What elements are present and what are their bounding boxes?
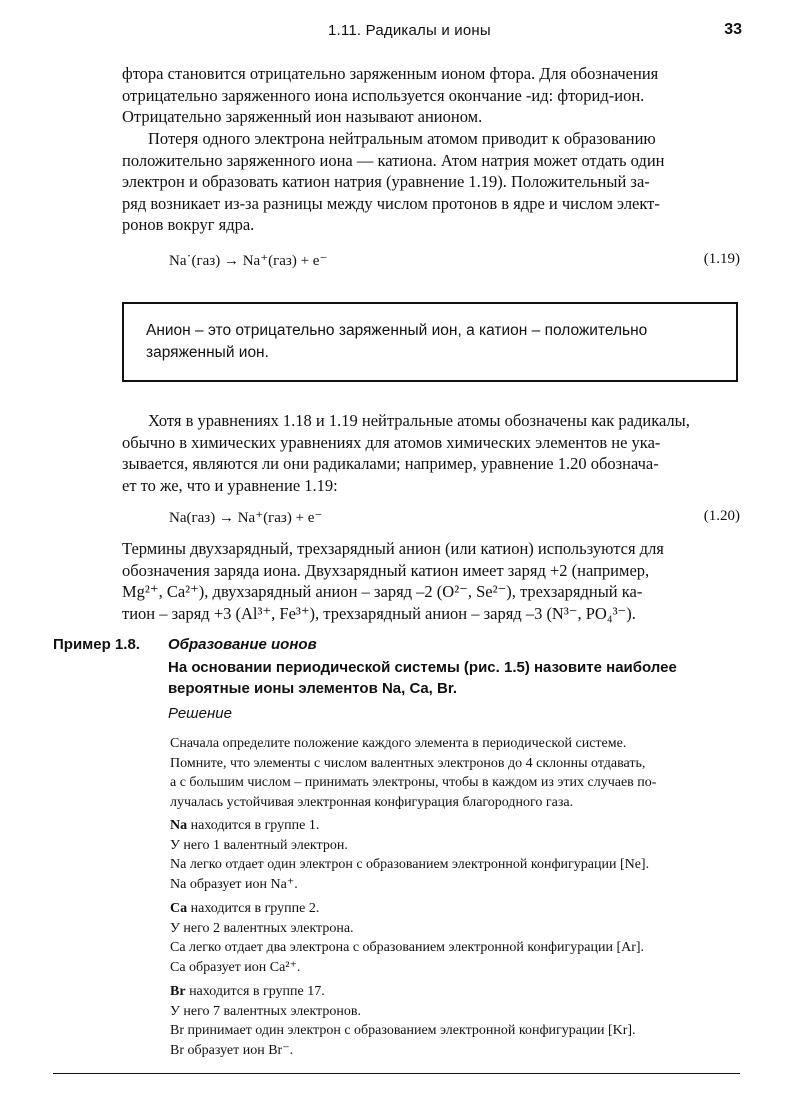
definition-line: Анион – это отрицательно заряженный ион, а катион – положительно (146, 322, 648, 339)
text-line: ет то же, что и уравнение 1.19: (122, 475, 338, 495)
text-line: Сначала определите положение каждого элемента в периодической системе. (170, 736, 627, 751)
element-group: находится в группе 17. (185, 984, 325, 999)
element-line: Br принимает один электрон с образованием электронной конфигурации [Kr]. (170, 1023, 636, 1038)
text-line: положительно заряженного иона — катиона. Атом натрия может отдать один (122, 150, 665, 170)
paragraph-radicals (122, 410, 740, 496)
example-label: Пример 1.8. (53, 636, 140, 653)
text-line: Помните, что элементы с числом валентных электронов до 4 склонны отдавать, (170, 755, 646, 771)
element-line: Na образует ион Na⁺. (170, 876, 298, 892)
text-line: лучалась устойчивая электронная конфигурация благородного газа. (170, 794, 574, 810)
solution-label: Решение (168, 705, 232, 722)
text-line: электрон и образовать катион натрия (уравнение 1.19). Положительный за- (122, 172, 650, 191)
element-line: У него 2 валентных электрона. (170, 920, 354, 936)
text-line: обозначения заряда иона. Двухзарядный катион имеет заряд +2 (например, (122, 560, 650, 580)
text-line: отрицательно заряженного иона используется окончание -ид: фторид-ион. (122, 85, 645, 105)
element-line (170, 982, 740, 1002)
text-line: а с большим числом – принимать электроны, чтобы в каждом из этих случаев по- (170, 775, 657, 790)
text-line: ронов вокруг ядра. (122, 215, 255, 234)
page-number: 33 (724, 21, 742, 38)
paragraph-anion-intro (122, 63, 740, 128)
element-symbol: Br (170, 984, 186, 999)
paragraph-cation (122, 128, 740, 236)
paragraph-charge-terms (122, 538, 740, 624)
task-line: вероятные ионы элементов Na, Ca, Br. (168, 680, 458, 697)
equation-1-20 (169, 508, 740, 528)
text-line: зывается, являются ли они радикалами; например, уравнение 1.20 обознача- (122, 454, 659, 473)
solution-intro (170, 734, 740, 812)
running-title: 1.11. Радикалы и ионы (328, 22, 491, 39)
task-line: На основании периодической системы (рис. 1.5) назовите наиболее (168, 659, 677, 676)
footer-rule (53, 1073, 740, 1074)
element-symbol: Na (170, 818, 188, 833)
element-block-br (170, 982, 740, 1060)
page-header (0, 22, 794, 46)
element-block-na (170, 816, 740, 894)
element-line: Br образует ион Br⁻. (170, 1042, 294, 1058)
text-line: тион – заряд +3 (Al³⁺, Fe³⁺), трехзарядный анион – заряд –3 (N³⁻, PO₄³⁻). (122, 603, 636, 623)
definition-box (122, 302, 738, 382)
text-line: фтора становится отрицательно заряженным ионом фтора. Для обозначения (122, 64, 659, 83)
text-line: Хотя в уравнениях 1.18 и 1.19 нейтральные атомы обозначены как радикалы, (148, 411, 690, 430)
equation-1-19 (169, 251, 740, 271)
element-block-ca (170, 899, 740, 977)
element-group: находится в группе 1. (187, 818, 320, 833)
element-line: У него 1 валентный электрон. (170, 837, 348, 853)
example-title: Образование ионов (168, 636, 317, 653)
element-line (170, 899, 740, 919)
text-line: обычно в химических уравнениях для атомов химических элементов не ука- (122, 432, 661, 452)
element-line (170, 816, 740, 836)
element-symbol: Ca (170, 901, 188, 916)
element-line: Ca легко отдает два электрона с образованием электронной конфигурации [Ar]. (170, 940, 645, 955)
element-line: Na легко отдает один электрон с образованием электронной конфигурации [Ne]. (170, 857, 650, 872)
equation-number: (1.19) (703, 251, 740, 267)
example-task (168, 657, 740, 699)
element-line: У него 7 валентных электронов. (170, 1003, 361, 1019)
element-group: находится в группе 2. (187, 901, 320, 916)
definition-line: заряженный ион. (146, 344, 269, 361)
equation-text: Na(газ) → Na⁺(газ) + e⁻ (169, 510, 323, 526)
element-line: Ca образует ион Ca²⁺. (170, 959, 301, 975)
text-line: Отрицательно заряженный ион называют анионом. (122, 107, 483, 126)
equation-number: (1.20) (703, 508, 740, 524)
text-line: Mg²⁺, Ca²⁺), двухзарядный анион – заряд –2 (O²⁻, Se²⁻), трехзарядный ка- (122, 582, 643, 601)
text-line: ряд возникает из-за разницы между числом протонов в ядре и числом элект- (122, 193, 660, 213)
equation-text: Na˙(газ) → Na⁺(газ) + e⁻ (169, 253, 328, 269)
text-line: Термины двухзарядный, трехзарядный анион (или катион) используются для (122, 539, 664, 558)
text-line: Потеря одного электрона нейтральным атомом приводит к образованию (148, 129, 656, 148)
